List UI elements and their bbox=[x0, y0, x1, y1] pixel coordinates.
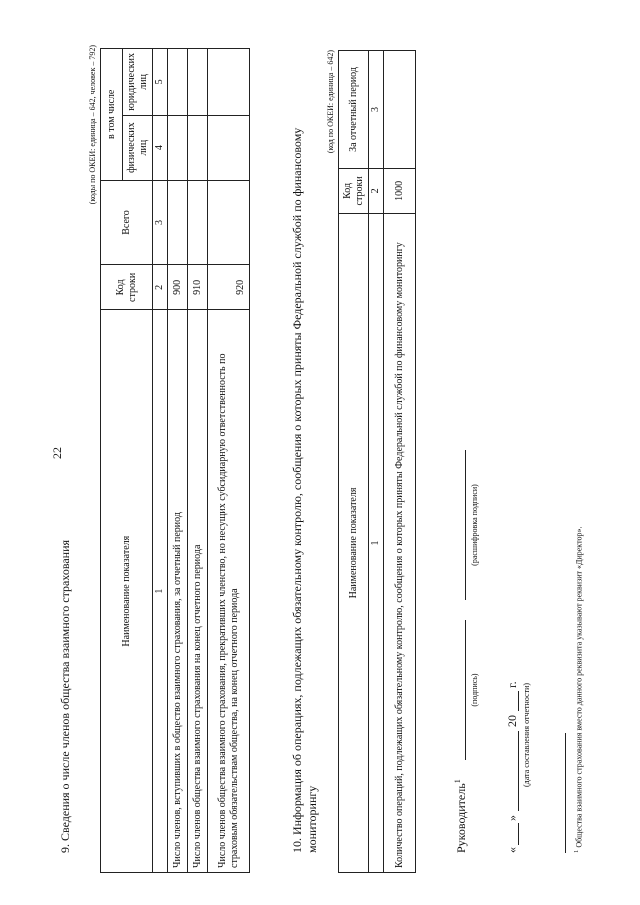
s10-row-name: Количество операций, подлежащих обязательному контролю, сообщения о которых приняты Федеральной службой по финансовому мониторингу bbox=[384, 213, 416, 872]
footnote-mark: 1 bbox=[573, 849, 580, 853]
s9-header-legal: юридических лиц bbox=[123, 49, 153, 116]
s9-row-name: Число членов, вступивших в общество взаимного страхования, за отчетный период bbox=[168, 310, 188, 873]
head-footnote-mark: 1 bbox=[453, 779, 462, 784]
s10-colnum: 1 bbox=[369, 213, 384, 872]
s9-header-individuals: физических лиц bbox=[123, 115, 153, 180]
table-row bbox=[384, 51, 416, 873]
date-caption: (дата составления отчетности) bbox=[522, 682, 531, 788]
s9-cell-individuals[interactable] bbox=[208, 115, 250, 180]
date-year-prefix: 20 bbox=[505, 715, 519, 727]
s10-row-code: 1000 bbox=[384, 168, 416, 213]
s9-cell-legal[interactable] bbox=[208, 49, 250, 116]
s9-cell-total[interactable] bbox=[168, 180, 188, 265]
s9-row-code: 900 bbox=[168, 265, 188, 310]
page-number: 22 bbox=[50, 447, 64, 459]
s9-cell-legal[interactable] bbox=[168, 49, 188, 116]
s9-cell-individuals[interactable] bbox=[188, 115, 208, 180]
section9-title: 9. Сведения о числе членов общества взаимного страхования bbox=[58, 539, 72, 853]
s9-cell-individuals[interactable] bbox=[168, 115, 188, 180]
footnote-text: Общества взаимного страхования вместо данного реквизита указывают реквизит «Директор». bbox=[574, 526, 584, 848]
date-month-line[interactable] bbox=[518, 731, 519, 811]
s9-colnum: 1 bbox=[153, 310, 168, 873]
section10-table bbox=[338, 50, 416, 873]
s9-header-total: Всего bbox=[101, 180, 153, 265]
head-label: Руководитель$^1$ bbox=[453, 779, 468, 853]
date-year-suffix: г. bbox=[505, 681, 519, 688]
date-day-line[interactable] bbox=[518, 823, 519, 845]
s9-row-name: Число членов общества взаимного страхования на конец отчетного периода bbox=[188, 310, 208, 873]
s10-cell-period[interactable] bbox=[384, 51, 416, 169]
s9-colnum: 4 bbox=[153, 115, 168, 180]
footnote bbox=[572, 353, 584, 853]
s9-cell-total[interactable] bbox=[208, 180, 250, 265]
s10-header-period: За отчетный период bbox=[339, 51, 369, 169]
s9-header-name: Наименование показателя bbox=[101, 310, 153, 873]
s9-row-name: Число членов общества взаимного страхования, прекративших членство, но несущих субсидиарную ответственность по страховым обязательствам общества, на конец отчетного периода bbox=[208, 310, 250, 873]
s9-cell-legal[interactable] bbox=[188, 49, 208, 116]
s10-header-code: Код строки bbox=[339, 168, 369, 213]
date-close-quote: » bbox=[505, 815, 519, 821]
s10-header-name: Наименование показателя bbox=[339, 213, 369, 872]
date-open-quote: « bbox=[505, 847, 519, 853]
section10-okei-note: (код по ОКЕИ: единица – 642) bbox=[326, 50, 335, 154]
s9-colnum: 3 bbox=[153, 180, 168, 265]
table-row bbox=[208, 49, 250, 873]
signature-caption: (подпись) bbox=[470, 673, 479, 707]
s9-row-code: 910 bbox=[188, 265, 208, 310]
s10-colnum: 2 bbox=[369, 168, 384, 213]
section9-table bbox=[100, 48, 250, 873]
s9-header-code: Код строки bbox=[101, 265, 153, 310]
section9-okei-note: (коды по ОКЕИ: единица – 642, человек – 792) bbox=[88, 45, 97, 205]
signature-decode-line[interactable] bbox=[465, 450, 466, 600]
footnote-separator bbox=[565, 733, 566, 853]
s9-colnum: 5 bbox=[153, 49, 168, 116]
s9-row-code: 920 bbox=[208, 265, 250, 310]
s10-colnum: 3 bbox=[369, 51, 384, 169]
table-row bbox=[188, 49, 208, 873]
s9-header-including: в том числе bbox=[101, 49, 123, 181]
signature-decode-caption: (расшифровка подписи) bbox=[470, 484, 479, 566]
signature-line[interactable] bbox=[465, 620, 466, 760]
s9-cell-total[interactable] bbox=[188, 180, 208, 265]
date-year-line[interactable] bbox=[518, 691, 519, 711]
table-row bbox=[168, 49, 188, 873]
s9-colnum: 2 bbox=[153, 265, 168, 310]
section10-title: 10. Информация об операциях, подлежащих обязательному контролю, сообщения о которых приняты Федеральной службой по финансовому мониторингу bbox=[290, 127, 319, 853]
